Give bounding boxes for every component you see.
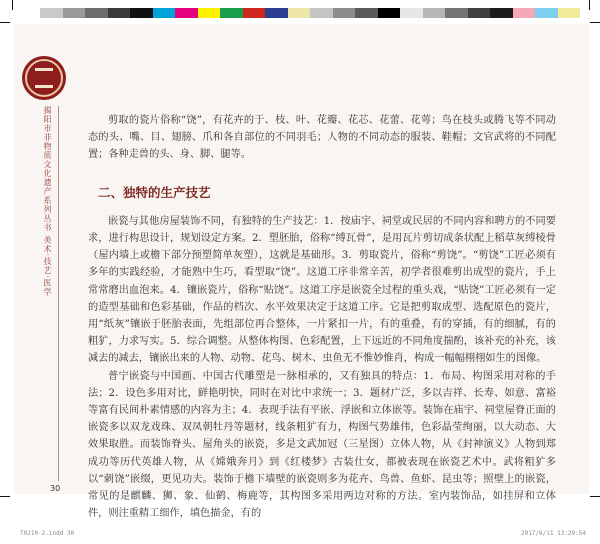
paragraph: 普宁嵌瓷与中国画、中国古代雕塑是一脉相承的，又有独具的特点：1．布局、构图采用对称的手法；2．设色多用对比，鲜艳明快，同时在对比中求统一；3．题材广泛，多以吉祥、长寿、如意、富裕等富有民间朴素情感的内容为主；4．表现手法有平嵌、浮嵌和立体嵌等。装饰在庙宇、祠堂屋脊正面的嵌瓷多以双龙戏珠、双凤朝牡丹等题材，线条粗犷有力，构图气势雄伟，色彩晶莹绚丽，以大动态、大效果取胜。而装饰脊头、屋角头的嵌瓷，多是文武加冠（三星图）立体人物，从《封神演义》人物到郑成功等历代英雄人物，从《嫦娥奔月》到《红楼梦》古装仕女，都被表现在嵌瓷艺术中。武将粗犷多以“刺饶”嵌缀，更见功夫。装饰于檐下墙壁的嵌瓷则多为花卉、鸟兽、鱼虾、昆虫等；照壁上的嵌瓷，常见的是麒麟、狮、象、仙鹤、梅鹿等，其构图多采用两边对称的方法。室内装饰品，如挂屏和立体件，则注重精工细作，填色描金，有的 xyxy=(88,370,556,520)
paragraph: 剪取的瓷片俗称“饶”，有花卉的于、枝、叶、花瓣、花芯、花蕾、花萼；鸟在枝头或腾飞等不同动态的头、嘴、目、翅膀、爪和各自部位的不同羽毛；人物的不同动态的服装、鞋帽；文官武将的不同配置；各种走兽的头、身、脚、腿等。 xyxy=(88,115,556,161)
section-heading: 二、独特的生产技艺 xyxy=(98,184,211,200)
color-swatch xyxy=(490,8,513,18)
sidebar xyxy=(22,56,66,486)
color-swatch xyxy=(468,8,491,18)
color-swatch xyxy=(198,8,221,18)
color-swatch xyxy=(310,8,333,18)
publisher-seal-logo xyxy=(22,56,66,100)
series-title: 揭阳市非物质文化遗产系列丛书 xyxy=(43,106,52,232)
color-swatch xyxy=(220,8,243,18)
series-title-vertical xyxy=(34,106,54,297)
color-swatch xyxy=(243,8,266,18)
color-swatch xyxy=(400,8,423,18)
crop-mark xyxy=(589,0,590,10)
color-swatch xyxy=(445,8,468,18)
color-swatch xyxy=(175,8,198,18)
color-swatch xyxy=(63,8,86,18)
crop-mark xyxy=(590,496,600,497)
color-swatch xyxy=(513,8,536,18)
sidebar-divider xyxy=(58,106,59,481)
main-text xyxy=(88,112,556,522)
color-swatch xyxy=(535,8,558,18)
crop-mark xyxy=(0,496,10,497)
color-swatch xyxy=(378,8,401,18)
crop-mark xyxy=(0,22,10,23)
color-swatch xyxy=(288,8,311,18)
crop-mark xyxy=(12,0,13,10)
color-swatch xyxy=(153,8,176,18)
color-swatch xyxy=(85,8,108,18)
book-title: 美术·技艺·医学 xyxy=(43,235,52,297)
crop-mark xyxy=(590,22,600,23)
color-swatch xyxy=(130,8,153,18)
color-swatch xyxy=(558,8,581,18)
paragraph: 嵌瓷与其他房屋装饰不同，有独特的生产技艺：1．按庙宇、祠堂或民居的不同内容和聘方的不同要求，进行构思设计，规划设定方案。2．塑胚胎，俗称“缚瓦骨”，是用瓦片剪切成条状配上稻草灰缚棱骨（屋内墙上或檐下部分预塑简单灰塑），这就是基础形。3．剪取瓷片，俗称“剪饶”。“剪饶”工匠必须有多年的实践经验，才能熟中生巧，看型取“饶”。这道工序非常辛苦，初学者很难剪出成型的瓷片，手上常常磨出血泡来。4．镶嵌瓷片，俗称“贴饶”。这道工序是嵌瓷全过程的重头戏，“贴饶”工匠必须有一定的造型基础和色彩基础，作品的档次、水平效果决定于这道工序。它是把剪取成型、选配原色的瓷片，用“纸灰”镶嵌于胚胎表面，先组部位再合整体，一片紧扣一片，有的重叠，有的穿插，有的细腻，有的粗犷，力求写实。5．综合调整。从整体构图、色彩配置，上下远近的不同角度揣酌，该补充的补充，该减去的减去，镶嵌出来的人物、动物、花鸟、树木、虫鱼无不惟妙惟肖，构成一幅幅栩栩如生的图像。 xyxy=(88,215,556,365)
color-swatch xyxy=(355,8,378,18)
color-swatch xyxy=(333,8,356,18)
color-swatch xyxy=(265,8,288,18)
color-swatch xyxy=(40,8,63,18)
footer-timestamp: 2017/6/11 13:29:54 xyxy=(520,530,586,537)
footer-file-info: T0210-2.indd 30 xyxy=(20,530,75,537)
page-number: 30 xyxy=(50,484,61,493)
color-calibration-bar xyxy=(40,8,580,18)
color-swatch xyxy=(108,8,131,18)
color-swatch xyxy=(423,8,446,18)
